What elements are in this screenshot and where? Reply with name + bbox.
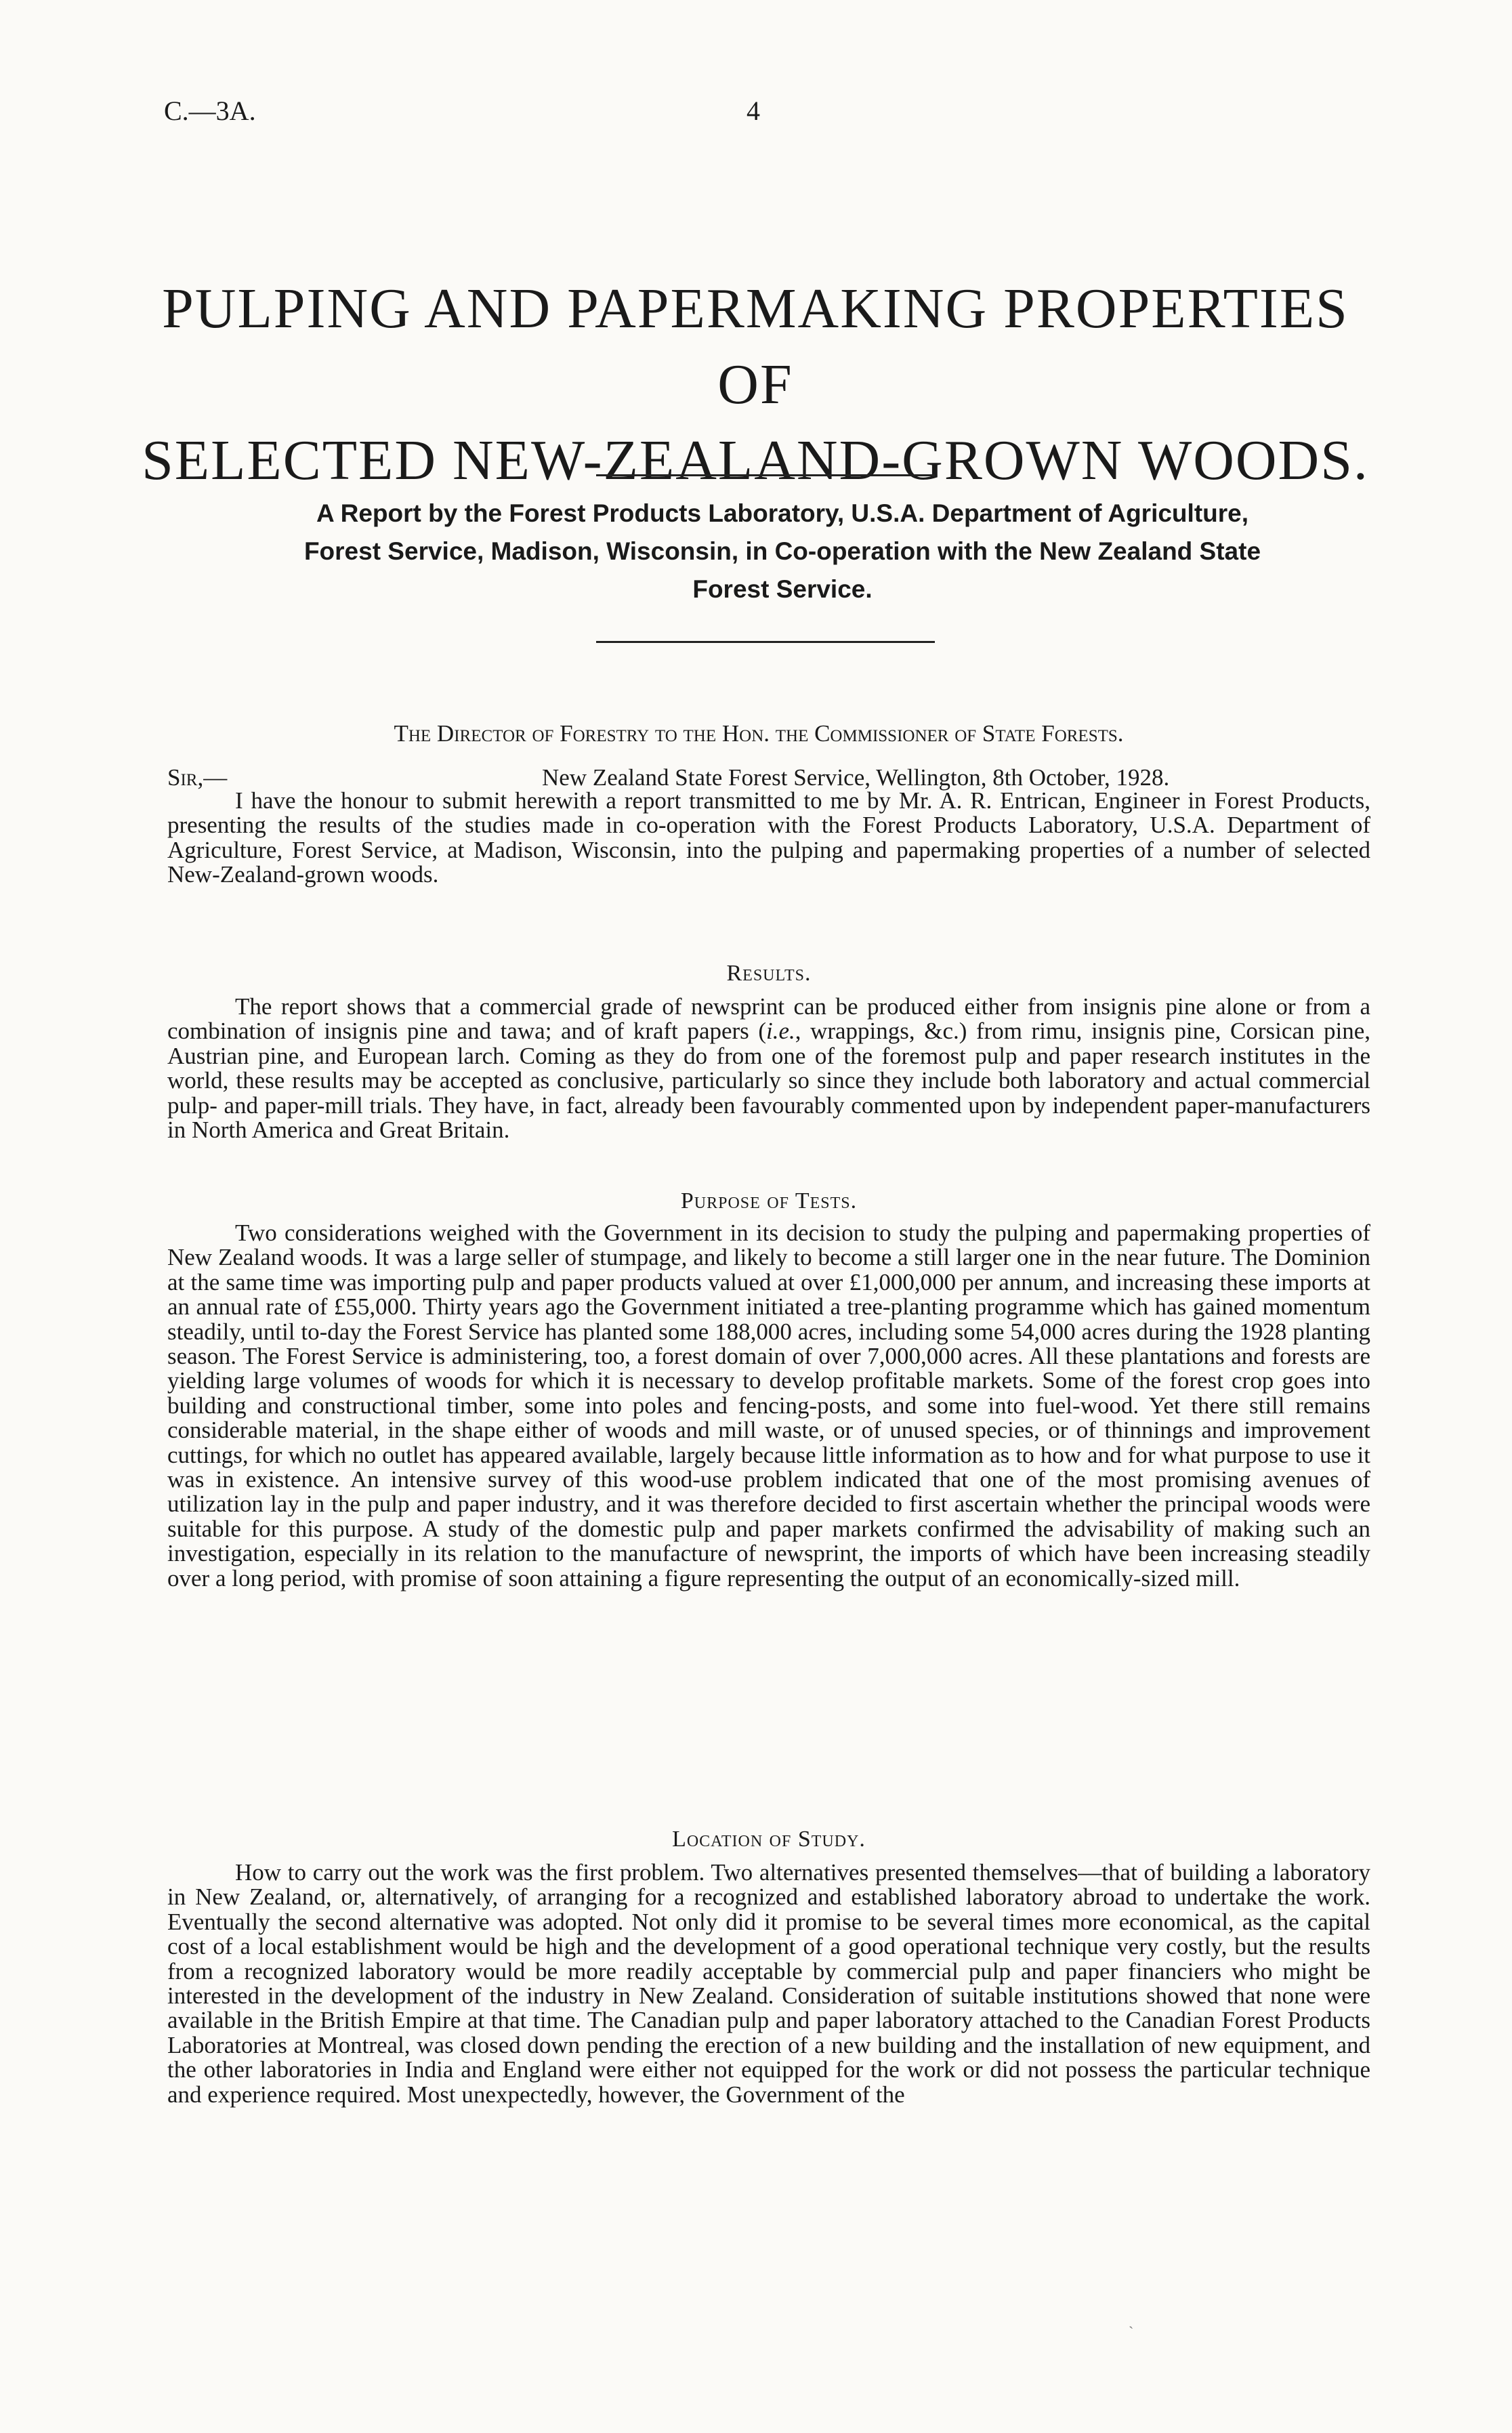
subtitle-line-2: Forest Service, Madison, Wisconsin, in Co-operation with the New Zealand State (303, 537, 1261, 565)
location-paragraph: How to carry out the work was the first problem. Two alternatives presented themselves—that of building a laboratory in New Zealand, or, alternatively, of arranging for a recognized and established laboratory abroad to undertake the work. Eventually the second alternative was adopted. Not only did it promise to be several times more economical, as the capital cost of a local establishment would be high and the development of a good operational technique very costly, but the results from a recognized laboratory would be more readily acceptable by commercial pulp and paper financiers who might be interested in the development of the industry in New Zealand. Consideration of suitable institutions showed that none were available in the British Empire at that time. The Canadian pulp and paper laboratory attached to the Canadian Forest Products Laboratories at Montreal, was closed down pending the erection of a new building and the installation of new equipment, and the other laboratories in India and England were either not equipped for the work or did not possess the particular technique and experience required. Most unexpectedly, however, the Government of the (167, 1859, 1370, 2108)
results-heading: Results. (726, 961, 812, 986)
page-title (135, 271, 1375, 499)
subtitle-line-1: A Report by the Forest Products Laboratory, U.S.A. Department of Agriculture, (316, 499, 1248, 527)
purpose-heading: Purpose of Tests. (680, 1188, 858, 1213)
divider-rule-bottom (596, 641, 935, 643)
location-heading: Location of Study. (672, 1827, 866, 1852)
stray-mark: ˎ (1129, 2312, 1134, 2329)
document-reference: C.—3A. (164, 96, 256, 126)
purpose-paragraph: Two considerations weighed with the Government in its decision to study the pulping and papermaking properties of New Zealand woods. It was a large seller of stumpage, and likely to become a still larger one in the near future. The Dominion at the same time was importing pulp and paper products valued at over £1,000,000 per annum, and increasing these imports at an annual rate of £55,000. Thirty years ago the Government initiated a tree-planting programme which has gained momentum steadily, until to-day the Forest Service has planted some 188,000 acres, including some 54,000 acres during the 1928 planting season. The Forest Service is administering, too, a forest domain of over 7,000,000 acres. All these plantations and forests are yielding large volumes of woods for which it is necessary to develop profitable markets. Some of the forest crop goes into building and constructional timber, some into poles and fencing-posts, and some into fuel-wood. Yet there still remains considerable material, in the shape either of woods and mill waste, or of unused species, or of thinnings and improvement cuttings, for which no outlet has appeared available, largely because little information as to how and for what purpose to use it was in existence. An intensive survey of this wood-use problem indicated that one of the most promising avenues of utilization lay in the pulp and paper industry, and it was therefore decided to first ascertain whether the principal woods were suitable for this purpose. A study of the domestic pulp and paper markets confirmed the advisability of making such an investigation, especially in its relation to the manufacture of newsprint, the imports of which have been increasing steadily over a long period, with promise of soon attaining a figure representing the output of an economically-sized mill. (167, 1220, 1370, 1592)
letter-intro-paragraph: I have the honour to submit herewith a report transmitted to me by Mr. A. R. Entrican, Engineer in Forest Products, presenting the results of the studies made in co-operation with the Forest Products Laboratory, U.S.A. Department of Agriculture, Forest Service, at Madison, Wisconsin, into the pulping and papermaking properties of a number of selected New-Zealand-grown woods. (167, 787, 1370, 888)
results-text-a: The report shows that a commercial grade of newsprint can be produced either from insignis pine alone or from a combination of insignis pine and tawa; and of kraft papers ( (167, 993, 1370, 1045)
report-subtitle (251, 495, 1314, 608)
title-line-1: PULPING AND PAPERMAKING PROPERTIES OF (162, 277, 1349, 416)
title-line-2: SELECTED NEW-ZEALAND-GROWN WOODS. (142, 429, 1369, 492)
divider-rule-top (596, 474, 935, 476)
letter-dateline: New Zealand State Forest Service, Wellington, 8th October, 1928. (542, 764, 1170, 791)
results-text-ie: i.e. (766, 1018, 795, 1045)
letter-address: The Director of Forestry to the Hon. the Commissioner of State Forests. (394, 720, 1124, 747)
running-head (164, 95, 1343, 136)
subtitle-line-3: Forest Service. (692, 575, 873, 603)
results-paragraph (167, 995, 1370, 1142)
results-text-b: , wrappings, &c.) from rimu, insignis pine, Corsican pine, Austrian pine, and European larch. Coming as they do from one of the foremost pulp and paper research institutes in the world, these results may be accepted as conclusive, particularly so since they include both laboratory and actual commercial pulp- and paper-mill trials. They have, in fact, already been favourably commented upon by independent paper-manufacturers in North America and Great Britain. (167, 1018, 1370, 1144)
letter-salutation: Sir,— (167, 764, 228, 791)
page-number: 4 (747, 96, 760, 126)
